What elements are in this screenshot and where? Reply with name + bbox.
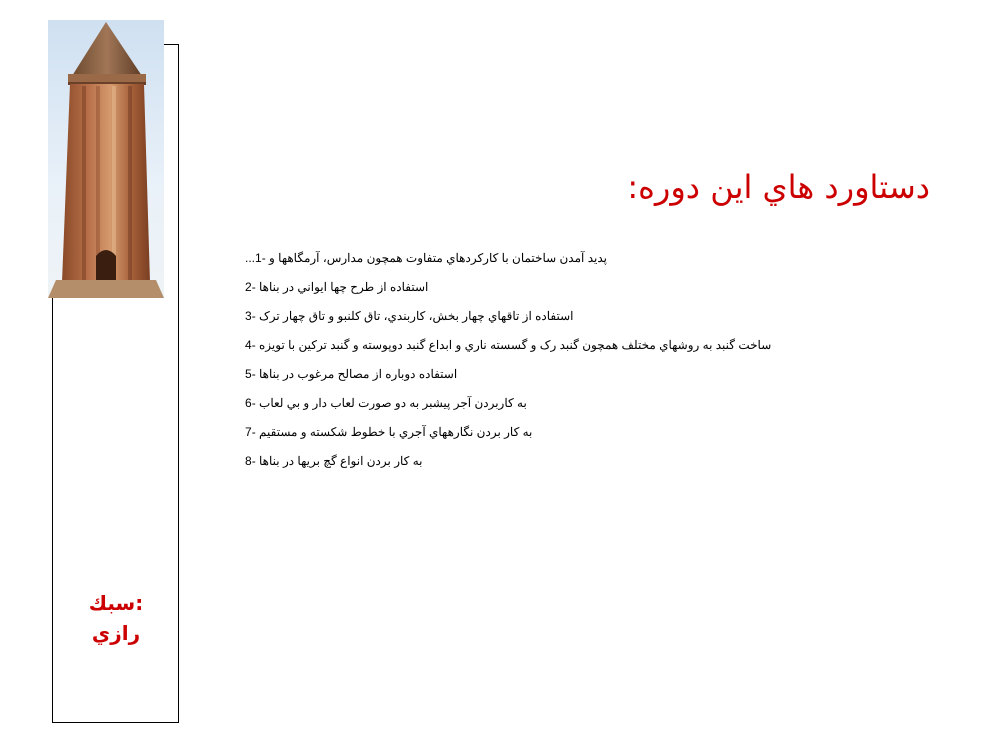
- list-item-text: ساخت گنبد به روشهاي مختلف همچون گنبد رک و گسسته ناري و ابداع گنبد دوپوسته و گنبد تركين با تويزه -4: [245, 338, 772, 352]
- list-item-text: به كار بردن انواع گچ بريها در بناها -8: [245, 454, 423, 468]
- list-item-text: ...پديد آمدن ساختمان با كاركردهاي متفاوت همچون مدارس، آرمگاهها و -1: [245, 251, 607, 265]
- style-label-line-1: :سبك: [88, 591, 144, 615]
- list-item: [200, 335, 920, 364]
- list-item: [200, 248, 920, 277]
- page-title: دستاورد هاي اين دوره:: [627, 168, 930, 206]
- list-item-text: استفاده از طرح چها ايواني در بناها -2: [245, 280, 429, 294]
- list-item-text: استفاده دوباره از مصالح مرغوب در بناها -5: [245, 367, 458, 381]
- style-label-line-2: رازي: [91, 621, 141, 645]
- achievements-list: [200, 248, 920, 480]
- list-item-text: به كاربردن آجر پيشبر به دو صورت لعاب دار و بي لعاب -6: [245, 396, 527, 410]
- list-item: [200, 306, 920, 335]
- list-item-text: استفاده از تاقهاي چهار بخش، كاربندي، تاق كلنبو و تاق چهار ترک -3: [245, 309, 574, 323]
- list-item: [200, 451, 920, 480]
- list-item: [200, 393, 920, 422]
- list-item-text: به كار بردن نگارههاي آجري با خطوط شكسته و مستقيم -7: [245, 425, 533, 439]
- tower-photo: [48, 20, 164, 298]
- list-item: [200, 364, 920, 393]
- brick-tower-icon: [48, 20, 164, 298]
- list-item: [200, 422, 920, 451]
- list-item: [200, 277, 920, 306]
- style-label: [60, 588, 172, 648]
